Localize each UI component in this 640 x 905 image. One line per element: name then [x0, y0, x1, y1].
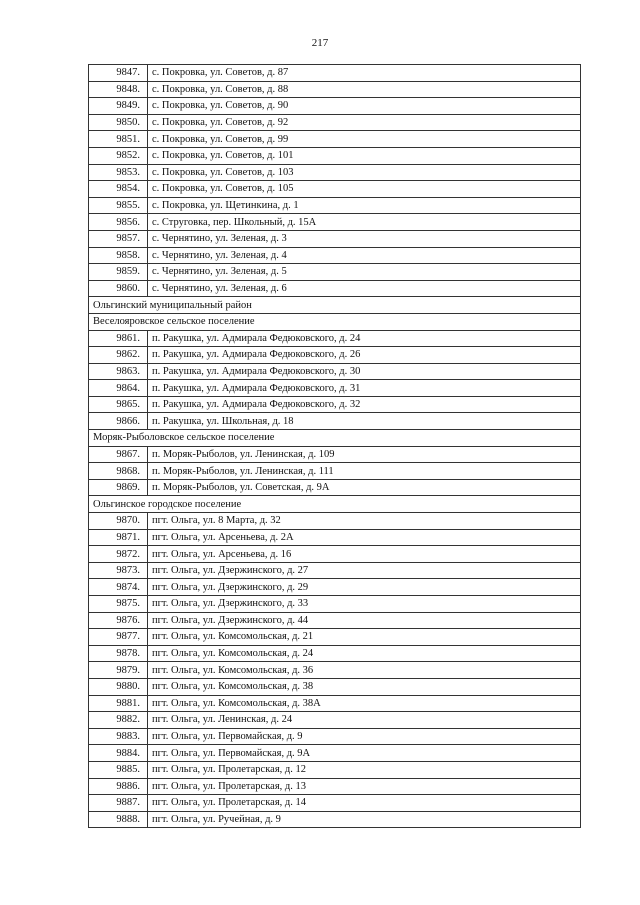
row-number: 9878. — [89, 645, 148, 662]
row-number: 9863. — [89, 363, 148, 380]
table-row — [89, 678, 581, 695]
row-number: 9855. — [89, 197, 148, 214]
table-row — [89, 546, 581, 563]
table-row — [89, 479, 581, 496]
row-number: 9866. — [89, 413, 148, 430]
row-address: п. Ракушка, ул. Школьная, д. 18 — [148, 413, 581, 430]
row-number: 9872. — [89, 546, 148, 563]
row-number: 9887. — [89, 795, 148, 812]
section-label: Ольгинское городское поселение — [89, 496, 581, 513]
table-row — [89, 645, 581, 662]
row-number: 9875. — [89, 596, 148, 613]
table-row — [89, 330, 581, 347]
row-address: с. Покровка, ул. Советов, д. 88 — [148, 81, 581, 98]
row-address: пгт. Ольга, ул. 8 Марта, д. 32 — [148, 513, 581, 530]
table-row — [89, 197, 581, 214]
table-row — [89, 280, 581, 297]
row-number: 9858. — [89, 247, 148, 264]
row-number: 9880. — [89, 678, 148, 695]
row-number: 9865. — [89, 396, 148, 413]
address-table-body — [89, 65, 581, 828]
row-number: 9868. — [89, 463, 148, 480]
row-address: пгт. Ольга, ул. Дзержинского, д. 33 — [148, 596, 581, 613]
table-row — [89, 380, 581, 397]
row-number: 9856. — [89, 214, 148, 231]
table-row — [89, 214, 581, 231]
row-number: 9870. — [89, 513, 148, 530]
row-address: с. Чернятино, ул. Зеленая, д. 4 — [148, 247, 581, 264]
row-address: п. Ракушка, ул. Адмирала Федюковского, д. 24 — [148, 330, 581, 347]
table-row — [89, 795, 581, 812]
row-number: 9851. — [89, 131, 148, 148]
row-number: 9857. — [89, 230, 148, 247]
table-row — [89, 65, 581, 82]
row-address: пгт. Ольга, ул. Комсомольская, д. 21 — [148, 629, 581, 646]
row-address: п. Моряк-Рыболов, ул. Ленинская, д. 111 — [148, 463, 581, 480]
table-row — [89, 662, 581, 679]
row-address: п. Ракушка, ул. Адмирала Федюковского, д. 26 — [148, 347, 581, 364]
row-number: 9854. — [89, 181, 148, 198]
table-row — [89, 695, 581, 712]
row-number: 9886. — [89, 778, 148, 795]
table-row — [89, 164, 581, 181]
row-number: 9888. — [89, 811, 148, 828]
table-row — [89, 131, 581, 148]
table-row — [89, 629, 581, 646]
table-row — [89, 778, 581, 795]
row-address: с. Покровка, ул. Щетинкина, д. 1 — [148, 197, 581, 214]
row-number: 9877. — [89, 629, 148, 646]
row-address: п. Моряк-Рыболов, ул. Ленинская, д. 109 — [148, 446, 581, 463]
row-address: пгт. Ольга, ул. Ленинская, д. 24 — [148, 712, 581, 729]
row-number: 9876. — [89, 612, 148, 629]
row-number: 9860. — [89, 280, 148, 297]
row-address: пгт. Ольга, ул. Дзержинского, д. 44 — [148, 612, 581, 629]
table-row — [89, 181, 581, 198]
table-row — [89, 247, 581, 264]
table-row — [89, 230, 581, 247]
row-address: пгт. Ольга, ул. Комсомольская, д. 36 — [148, 662, 581, 679]
table-row — [89, 612, 581, 629]
row-address: с. Покровка, ул. Советов, д. 99 — [148, 131, 581, 148]
row-address: пгт. Ольга, ул. Ручейная, д. 9 — [148, 811, 581, 828]
section-header-row — [89, 313, 581, 330]
table-row — [89, 745, 581, 762]
table-row — [89, 463, 581, 480]
row-address: пгт. Ольга, ул. Пролетарская, д. 12 — [148, 761, 581, 778]
row-address: п. Ракушка, ул. Адмирала Федюковского, д. 30 — [148, 363, 581, 380]
table-row — [89, 363, 581, 380]
row-address: пгт. Ольга, ул. Пролетарская, д. 13 — [148, 778, 581, 795]
table-row — [89, 811, 581, 828]
table-row — [89, 761, 581, 778]
row-address: п. Моряк-Рыболов, ул. Советская, д. 9А — [148, 479, 581, 496]
row-number: 9882. — [89, 712, 148, 729]
table-row — [89, 81, 581, 98]
row-number: 9883. — [89, 728, 148, 745]
table-row — [89, 562, 581, 579]
row-address: с. Покровка, ул. Советов, д. 90 — [148, 98, 581, 115]
row-number: 9847. — [89, 65, 148, 82]
table-row — [89, 728, 581, 745]
row-number: 9850. — [89, 114, 148, 131]
table-row — [89, 712, 581, 729]
row-address: пгт. Ольга, ул. Комсомольская, д. 38А — [148, 695, 581, 712]
row-address: п. Ракушка, ул. Адмирала Федюковского, д. 32 — [148, 396, 581, 413]
section-header-row — [89, 297, 581, 314]
section-label: Моряк-Рыболовское сельское поселение — [89, 430, 581, 447]
table-row — [89, 513, 581, 530]
row-address: с. Чернятино, ул. Зеленая, д. 3 — [148, 230, 581, 247]
row-address: с. Покровка, ул. Советов, д. 105 — [148, 181, 581, 198]
row-number: 9853. — [89, 164, 148, 181]
row-number: 9862. — [89, 347, 148, 364]
row-number: 9881. — [89, 695, 148, 712]
row-number: 9864. — [89, 380, 148, 397]
table-row — [89, 579, 581, 596]
row-number: 9852. — [89, 147, 148, 164]
table-row — [89, 413, 581, 430]
row-number: 9861. — [89, 330, 148, 347]
table-row — [89, 98, 581, 115]
row-address: с. Чернятино, ул. Зеленая, д. 6 — [148, 280, 581, 297]
row-address: пгт. Ольга, ул. Дзержинского, д. 27 — [148, 562, 581, 579]
row-number: 9869. — [89, 479, 148, 496]
row-address: с. Покровка, ул. Советов, д. 92 — [148, 114, 581, 131]
section-header-row — [89, 496, 581, 513]
row-address: п. Ракушка, ул. Адмирала Федюковского, д. 31 — [148, 380, 581, 397]
table-row — [89, 264, 581, 281]
row-address: пгт. Ольга, ул. Комсомольская, д. 38 — [148, 678, 581, 695]
table-row — [89, 147, 581, 164]
row-number: 9874. — [89, 579, 148, 596]
table-row — [89, 396, 581, 413]
page-number: 217 — [311, 37, 329, 49]
row-address: пгт. Ольга, ул. Первомайская, д. 9 — [148, 728, 581, 745]
row-address: пгт. Ольга, ул. Комсомольская, д. 24 — [148, 645, 581, 662]
table-row — [89, 529, 581, 546]
table-row — [89, 114, 581, 131]
row-number: 9849. — [89, 98, 148, 115]
row-number: 9871. — [89, 529, 148, 546]
row-address: пгт. Ольга, ул. Дзержинского, д. 29 — [148, 579, 581, 596]
row-address: пгт. Ольга, ул. Первомайская, д. 9А — [148, 745, 581, 762]
address-table — [88, 64, 581, 828]
row-address: с. Покровка, ул. Советов, д. 101 — [148, 147, 581, 164]
row-address: с. Чернятино, ул. Зеленая, д. 5 — [148, 264, 581, 281]
row-address: с. Покровка, ул. Советов, д. 103 — [148, 164, 581, 181]
table-row — [89, 446, 581, 463]
section-header-row — [89, 430, 581, 447]
table-row — [89, 596, 581, 613]
row-address: с. Покровка, ул. Советов, д. 87 — [148, 65, 581, 82]
row-number: 9859. — [89, 264, 148, 281]
section-label: Ольгинский муниципальный район — [89, 297, 581, 314]
row-address: пгт. Ольга, ул. Арсеньева, д. 2А — [148, 529, 581, 546]
row-number: 9884. — [89, 745, 148, 762]
row-address: с. Струговка, пер. Школьный, д. 15А — [148, 214, 581, 231]
row-number: 9867. — [89, 446, 148, 463]
row-number: 9885. — [89, 761, 148, 778]
section-label: Веселояровское сельское поселение — [89, 313, 581, 330]
row-address: пгт. Ольга, ул. Арсеньева, д. 16 — [148, 546, 581, 563]
table-row — [89, 347, 581, 364]
row-number: 9879. — [89, 662, 148, 679]
row-number: 9848. — [89, 81, 148, 98]
row-number: 9873. — [89, 562, 148, 579]
row-address: пгт. Ольга, ул. Пролетарская, д. 14 — [148, 795, 581, 812]
